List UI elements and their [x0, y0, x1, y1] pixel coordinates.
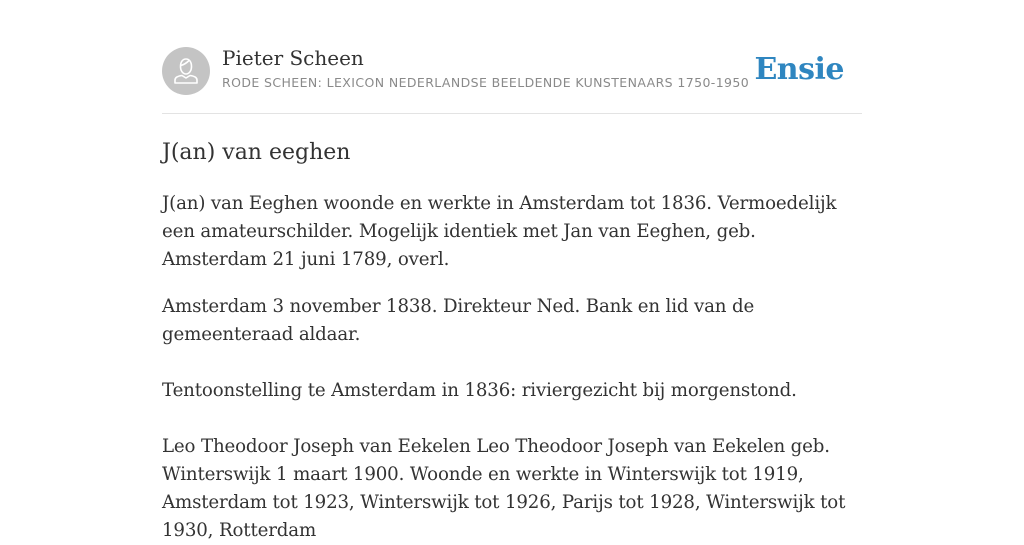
header-divider: [162, 113, 862, 114]
article-paragraph: Amsterdam 3 november 1838. Direkteur Ned. Bank en lid van de gemeenteraad aldaar.: [162, 296, 755, 345]
author-name[interactable]: Pieter Scheen: [222, 46, 364, 70]
author-avatar[interactable]: [162, 47, 210, 95]
article-title: J(an) van eeghen: [162, 140, 351, 165]
article-paragraph: J(an) van Eeghen woonde en werkte in Amsterdam tot 1836. Vermoedelijk een amateurschilder. Mogelijk identiek met Jan van Eeghen, geb. Amsterdam 21 juni 1789, overl.: [162, 193, 837, 270]
source-title[interactable]: RODE SCHEEN: LEXICON NEDERLANDSE BEELDENDE KUNSTENAARS 1750-1950: [222, 75, 750, 90]
article-paragraph: Tentoonstelling te Amsterdam in 1836: riviergezicht bij morgenstond.: [162, 380, 797, 401]
ensie-logo[interactable]: Ensie: [754, 52, 844, 87]
article-body: [162, 137, 866, 545]
article-header: [162, 46, 862, 96]
article-paragraph: Leo Theodoor Joseph van Eekelen Leo Theodoor Joseph van Eekelen geb. Winterswijk 1 maart 1900. Woonde en werkte in Winterswijk tot 1919, Amsterdam tot 1923, Winterswijk tot 1926, Parijs tot 1928, Winterswijk tot 1930, Rotterdam: [162, 436, 846, 541]
user-icon: [162, 47, 210, 95]
